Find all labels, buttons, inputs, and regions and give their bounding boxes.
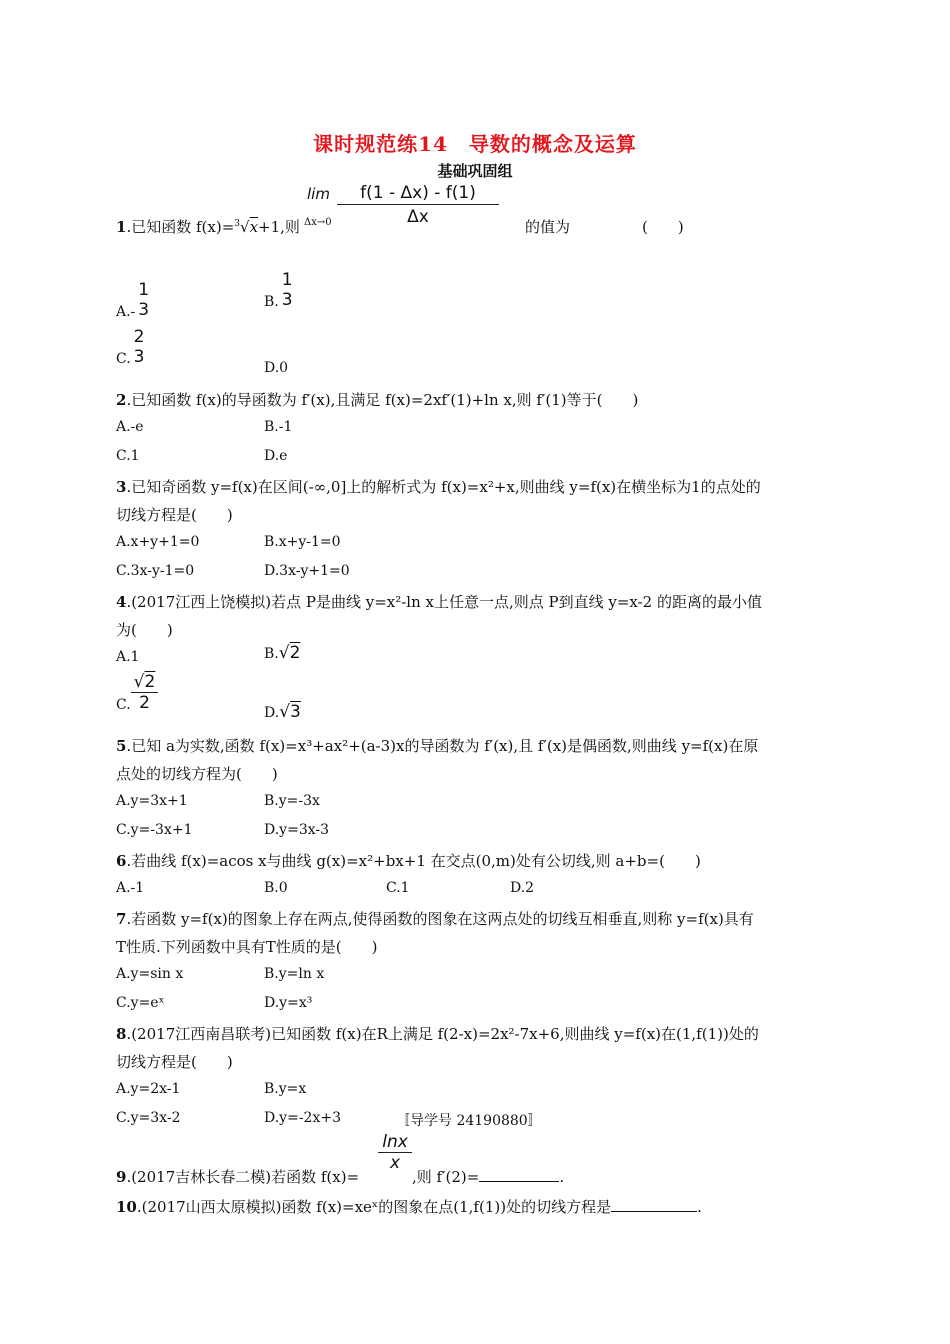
question-3-stem-line2: 切线方程是( ) [116,506,233,524]
q7-option-b: B.y=ln x [264,966,325,982]
q7-option-d: D.y=x³ [264,995,313,1011]
q6-option-a: A.-1 [116,880,145,896]
q3-option-c: C.3x-y-1=0 [116,563,195,579]
question-1-stem: 1.已知函数 f(x)=$^3$√x+1,则 [116,218,300,236]
question-2-stem: 2.已知函数 f(x)的导函数为 f′(x),且满足 f(x)=2xf′(1)+ln x,则 f′(1)等于( ) [116,391,639,409]
q7-option-a: A.y=sin x [116,966,184,982]
q2-option-d: D.e [264,448,288,464]
q2-option-a: A.-e [116,419,144,435]
question-9-stem: 9.(2017吉林长春二模)若函数 f(x)= [116,1168,360,1186]
q6-option-c: C.1 [386,880,410,896]
q1-option-d: D.0 [264,360,289,376]
answer-blank[interactable] [479,1167,559,1182]
q5-option-d: D.y=3x-3 [264,822,330,838]
q9-fraction: lnx x [378,1132,412,1173]
q6-option-d: D.2 [510,880,535,896]
question-number: 1 [116,218,127,236]
question-7-stem: 7.若函数 y=f(x)的图象上存在两点,使得函数的图象在这两点处的切线互相垂直,则称 y=f(x)具有 [116,910,754,928]
question-6-stem: 6.若曲线 f(x)=acos x与曲线 g(x)=x²+bx+1 在交点(0,m)处有公切线,则 a+b=( ) [116,852,701,870]
question-4-stem-line2: 为( ) [116,621,173,639]
guide-number: 〚导学号 24190880〛 [396,1113,542,1129]
section-subtitle: 基础巩固组 [437,162,513,180]
q3-option-b: B.x+y-1=0 [264,534,341,550]
question-8-stem: 8.(2017江西南昌联考)已知函数 f(x)在R上满足 f(2-x)=2x²-7x+6,则曲线 y=f(x)在(1,f(1))处的 [116,1025,759,1043]
q1-option-a: A.- 1 3 [116,280,150,320]
q8-option-b: B.y=x [264,1081,307,1097]
question-10-stem: 10.(2017山西太原模拟)函数 f(x)=xeˣ的图象在点(1,f(1))处的切线方程是 . [116,1198,702,1216]
question-3-stem: 3.已知奇函数 y=f(x)在区间(-∞,0]上的解析式为 f(x)=x²+x,则曲线 y=f(x)在横坐标为1的点处的 [116,478,761,496]
answer-blank[interactable] [611,1197,697,1212]
question-5-stem-line2: 点处的切线方程为( ) [116,765,278,783]
q8-option-d: D.y=-2x+3 [264,1110,341,1126]
q8-option-c: C.y=3x-2 [116,1110,181,1126]
q2-option-b: B.-1 [264,419,293,435]
q1-option-b: B. 1 3 [264,270,293,310]
q5-option-b: B.y=-3x [264,793,320,809]
question-4-stem: 4.(2017江西上饶模拟)若点 P是曲线 y=x²-ln x上任意一点,则点 P到直线 y=x-2 的距离的最小值 [116,593,762,611]
limit-expression: lim [307,185,330,203]
question-5-stem: 5.已知 a为实数,函数 f(x)=x³+ax²+(a-3)x的导函数为 f′(x),且 f′(x)是偶函数,则曲线 y=f(x)在原 [116,737,759,755]
q5-option-c: C.y=-3x+1 [116,822,193,838]
q3-option-d: D.3x-y+1=0 [264,563,350,579]
q4-option-b: B.√2 [264,643,301,663]
q7-option-c: C.y=eˣ [116,995,165,1011]
limit-fraction: f(1 - Δx) - f(1) Δx [337,183,499,227]
q4-option-d: D.√3 [264,702,301,722]
q1-option-c: C. 2 3 [116,327,145,367]
limit-subscript: Δx→0 [304,217,332,228]
q4-option-a: A.1 [116,649,140,665]
answer-paren: ( ) [642,218,684,236]
question-8-stem-line2: 切线方程是( ) [116,1053,233,1071]
page-title: 课时规范练14 导数的概念及运算 [313,132,637,156]
q4-option-c: C. $\frac{√2}{2}$ [116,672,158,713]
q8-option-a: A.y=2x-1 [116,1081,181,1097]
q2-option-c: C.1 [116,448,140,464]
q6-option-b: B.0 [264,880,288,896]
question-7-stem-line2: T性质.下列函数中具有T性质的是( ) [116,938,378,956]
q3-option-a: A.x+y+1=0 [116,534,200,550]
question-1-tail: 的值为 [525,218,571,236]
q5-option-a: A.y=3x+1 [116,793,188,809]
question-9-tail: ,则 f′(2)= . [412,1168,565,1186]
